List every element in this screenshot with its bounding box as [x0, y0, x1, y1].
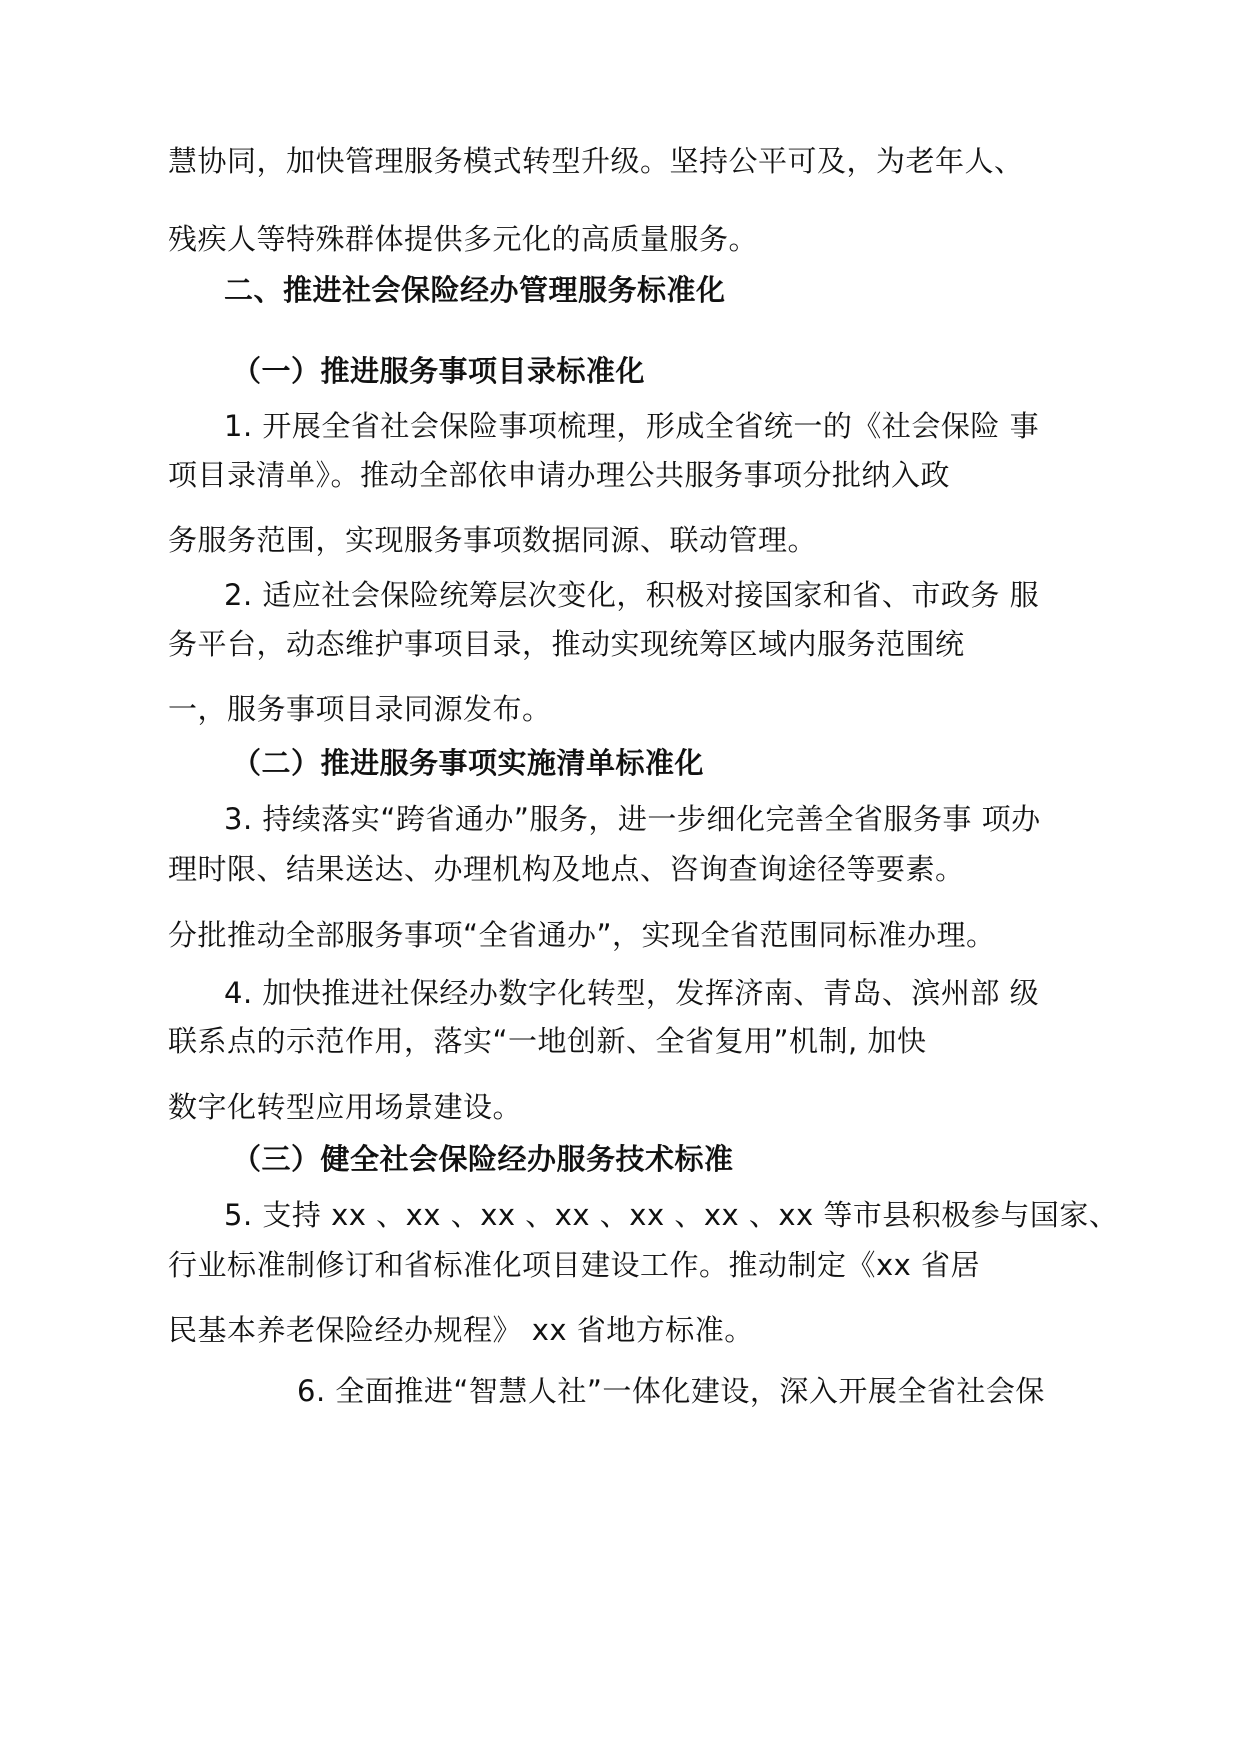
body-text-line: 2. 适应社会保险统筹层次变化，积极对接国家和省、市政务 服 [224, 578, 1040, 612]
body-text-line: 数字化转型应用场景建设。 [168, 1090, 523, 1124]
body-text-line: 务服务范围，实现服务事项数据同源、联动管理。 [168, 523, 818, 557]
body-text-line: 分批推动全部服务事项“全省通办”，实现全省范围同标准办理。 [168, 918, 996, 952]
subsection-heading: （三）健全社会保险经办服务技术标准 [232, 1142, 734, 1176]
body-text-line: 4. 加快推进社保经办数字化转型，发挥济南、青岛、滨州部 级 [224, 976, 1040, 1010]
body-text-line: 5. 支持 xx 、xx 、xx 、xx 、xx 、xx 、xx 等市县积极参与国家、 [224, 1198, 1119, 1232]
body-text-line: 民基本养老保险经办规程》 xx 省地方标准。 [168, 1313, 754, 1347]
subsection-heading: （二）推进服务事项实施清单标准化 [232, 746, 705, 780]
body-text-line: 一，服务事项目录同源发布。 [168, 692, 552, 726]
body-text-line: 6. 全面推进“智慧人社”一体化建设，深入开展全省社会保 [297, 1374, 1045, 1408]
body-text-line: 1. 开展全省社会保险事项梳理，形成全省统一的《社会保险 事 [224, 409, 1040, 443]
body-text-line: 行业标准制修订和省标准化项目建设工作。推动制定《xx 省居 [168, 1248, 981, 1282]
body-text-line: 理时限、结果送达、办理机构及地点、咨询查询途径等要素。 [168, 852, 965, 886]
body-text-line: 慧协同，加快管理服务模式转型升级。坚持公平可及，为老年人、 [168, 144, 1024, 178]
subsection-heading: （一）推进服务事项目录标准化 [232, 354, 646, 388]
body-text-line: 联系点的示范作用，落实“一地创新、全省复用”机制, 加快 [168, 1024, 927, 1058]
section-heading: 二、推进社会保险经办管理服务标准化 [224, 273, 726, 307]
body-text-line: 3. 持续落实“跨省通办”服务，进一步细化完善全省服务事 项办 [224, 802, 1041, 836]
body-text-line: 项目录清单》。推动全部依申请办理公共服务事项分批纳入政 [168, 458, 951, 492]
body-text-line: 务平台，动态维护事项目录，推动实现统筹区域内服务范围统 [168, 627, 965, 661]
body-text-line: 残疾人等特殊群体提供多元化的高质量服务。 [168, 222, 759, 256]
